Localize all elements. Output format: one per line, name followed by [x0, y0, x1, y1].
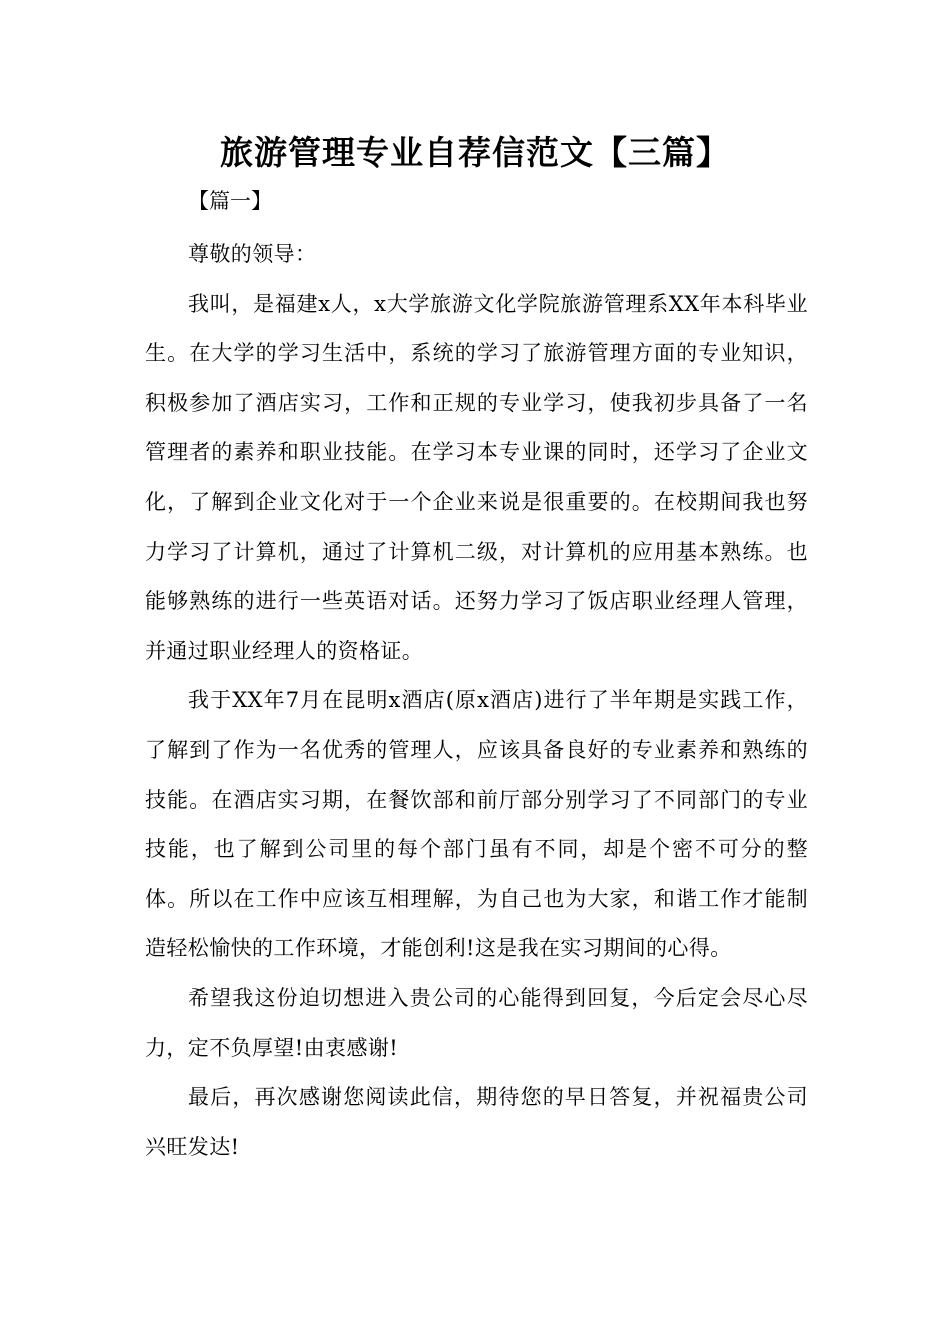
section-label: 【篇一】 [188, 189, 272, 213]
paragraph-intro: 我叫，是福建x人，x大学旅游文化学院旅游管理系XX年本科毕业生。在大学的学习生活中，系统的学习了旅游管理方面的专业知识，积极参加了酒店实习，工作和正规的专业学习，使我初步具备了一名管理者的素养和职业技能。在学习本专业课的同时，还学习了企业文化，了解到企业文化对于一个企业来说是很重要的。在校期间我也努力学习了计算机，通过了计算机二级，对计算机的应用基本熟练。也能够熟练的进行一些英语对话。还努力学习了饭店职业经理人管理，并通过职业经理人的资格证。 [145, 291, 808, 663]
paragraph-hope: 希望我这份迫切想进入贵公司的心能得到回复，今后定会尽心尽力，定不负厚望!由衷感谢! [145, 985, 808, 1060]
document-title: 旅游管理专业自荐信范文【三篇】 [220, 133, 730, 172]
salutation: 尊敬的领导： [188, 242, 317, 266]
paragraph-internship: 我于XX年7月在昆明x酒店(原x酒店)进行了半年期是实践工作，了解到了作为一名优秀的管理人，应该具备良好的专业素养和熟练的技能。在酒店实习期，在餐饮部和前厅部分别学习了不同部门的专业技能，也了解到公司里的每个部门虽有不同，却是个密不可分的整体。所以在工作中应该互相理解，为自己也为大家，和谐工作才能制造轻松愉快的工作环境，才能创利!这是我在实习期间的心得。 [145, 688, 808, 961]
paragraph-closing: 最后，再次感谢您阅读此信，期待您的早日答复，并祝福贵公司兴旺发达! [145, 1085, 808, 1159]
letter-body [145, 230, 808, 1172]
